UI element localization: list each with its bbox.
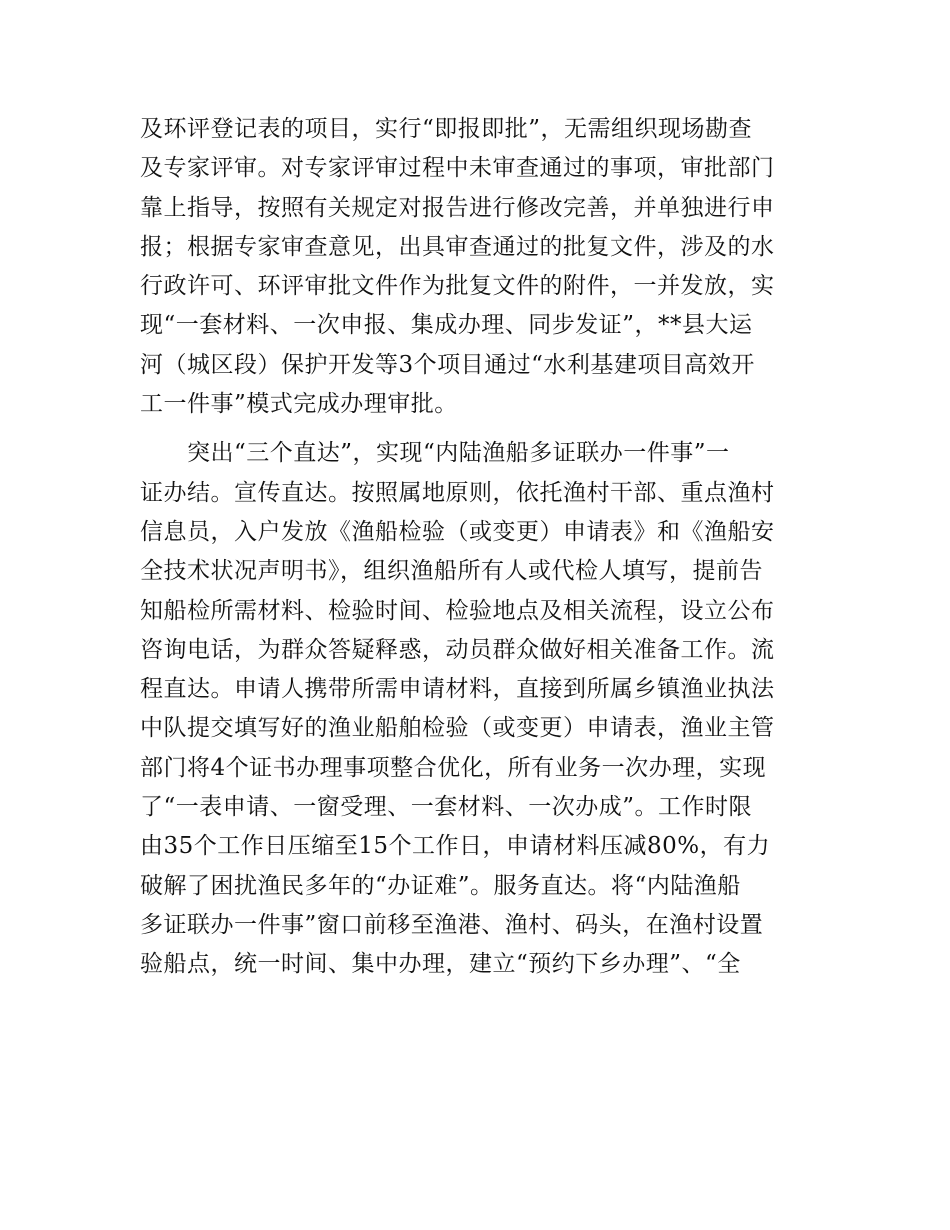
text-line: 工一件事”模式完成办理审批。 [140, 391, 458, 418]
text-line: 了“一表申请、一窗受理、一套材料、一次办成”。工作时限 [140, 794, 753, 821]
text-line: 突出“三个直达”，实现“内陆渔船多证联办一件事”一 [187, 440, 730, 467]
text-line: 及环评登记表的项目，实行“即报即批”，无需组织现场勘查 [140, 116, 753, 142]
text-line: 咨询电话，为群众答疑释惑，动员群众做好相关准备工作。流 [140, 636, 775, 663]
text-line: 由35个工作日压缩至15个工作日，申请材料压减80%，有力 [140, 833, 771, 860]
text-line: 中队提交填写好的渔业船舶检验（或变更）申请表，渔业主管 [140, 715, 775, 742]
text-line: 证办结。宣传直达。按照属地原则，依托渔村干部、重点渔村 [140, 479, 775, 506]
text-line: 河（城区段）保护开发等3个项目通过“水利基建项目高效开 [140, 351, 755, 378]
paragraph-1 [140, 110, 812, 424]
text-line: 及专家评审。对专家评审过程中未审查通过的事项，审批部门 [140, 155, 775, 182]
text-line: 现“一套材料、一次申报、集成办理、同步发证”，**县大运 [140, 312, 753, 339]
text-line: 全技术状况声明书》，组织渔船所有人或代检人填写，提前告 [140, 558, 763, 585]
text-line: 信息员，入户发放《渔船检验（或变更）申请表》和《渔船安 [140, 518, 775, 545]
text-line: 靠上指导，按照有关规定对报告进行修改完善，并单独进行申 [140, 194, 775, 221]
text-line: 破解了困扰渔民多年的“办证难”。服务直达。将“内陆渔船 [140, 872, 741, 899]
text-line: 多证联办一件事”窗口前移至渔港、渔村、码头，在渔村设置 [140, 911, 764, 938]
text-line: 报；根据专家审查意见，出具审查通过的批复文件，涉及的水 [140, 233, 775, 260]
text-line: 程直达。申请人携带所需申请材料，直接到所属乡镇渔业执法 [140, 676, 775, 703]
text-line: 部门将4个证书办理事项整合优化，所有业务一次办理，实现 [140, 754, 767, 781]
document-body [140, 110, 812, 985]
text-line: 行政许可、环评审批文件作为批复文件的附件，一并发放，实 [140, 273, 775, 300]
text-line: 验船点，统一时间、集中办理，建立“预约下乡办理”、“全 [140, 951, 741, 978]
paragraph-2 [140, 434, 812, 984]
text-line: 知船检所需材料、检验时间、检验地点及相关流程，设立公布 [140, 597, 775, 624]
